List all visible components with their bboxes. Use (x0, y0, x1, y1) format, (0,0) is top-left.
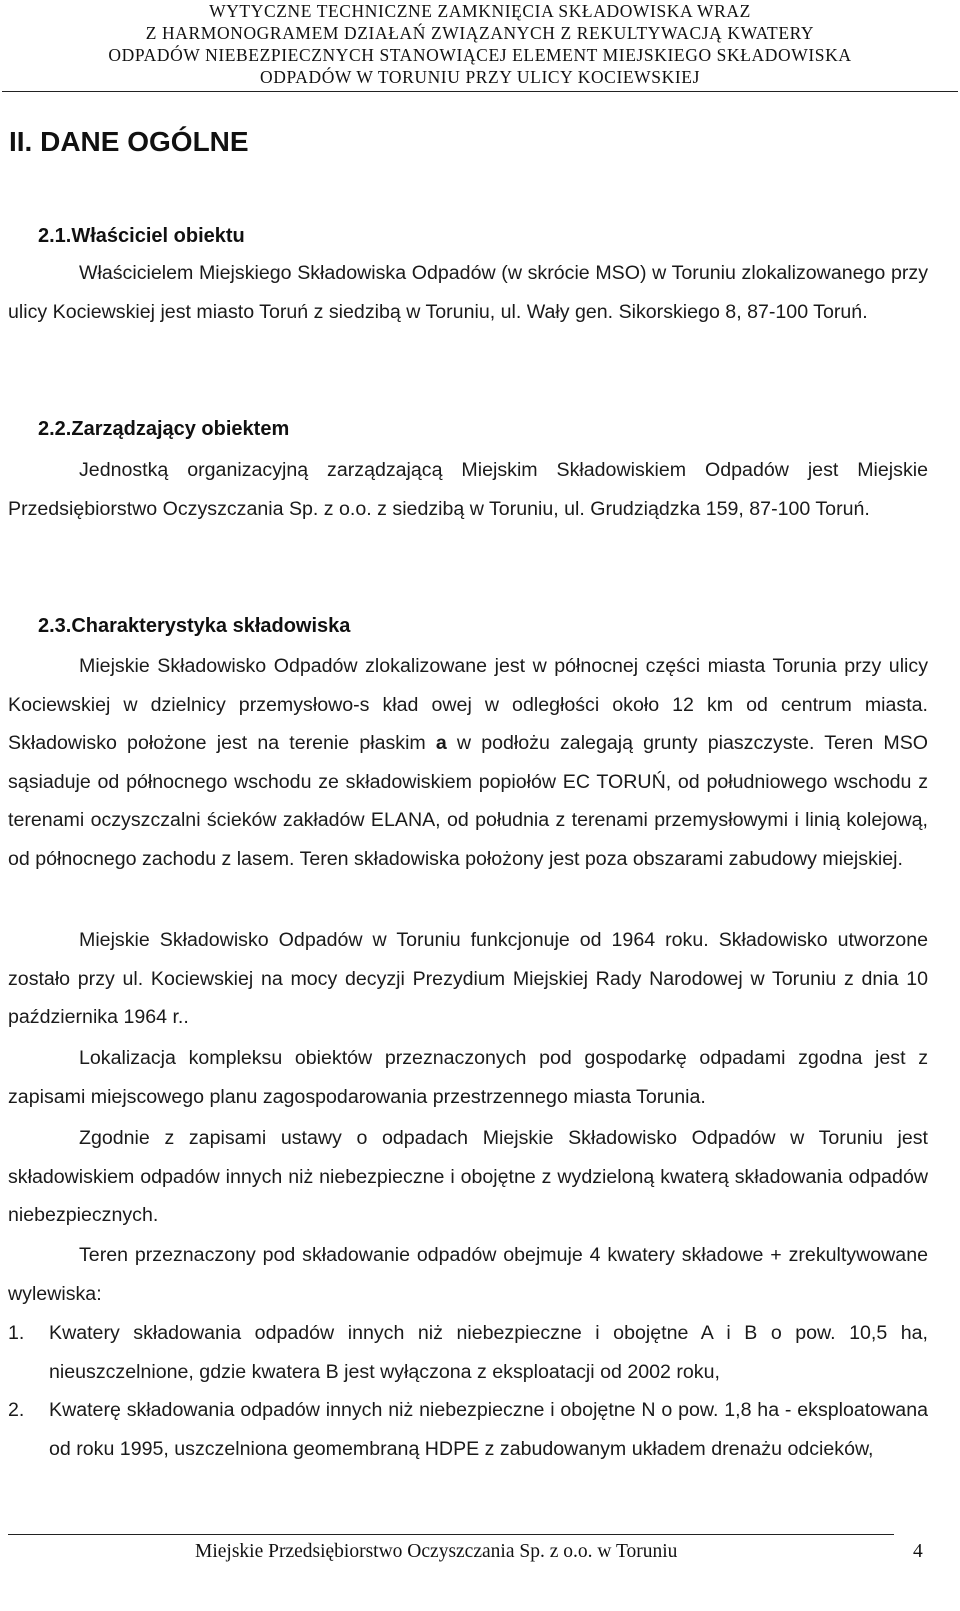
list-item (8, 1391, 928, 1468)
list-item-number: 2. (8, 1399, 25, 1422)
cells-list (8, 1314, 928, 1468)
section-title-manager: 2.2.Zarządzający obiektem (38, 418, 290, 440)
footer-company: Miejskie Przedsiębiorstwo Oczyszczania Sp. z o.o. w Toruniu (195, 1541, 678, 1562)
header-line: ODPADÓW NIEBEZPIECZNYCH STANOWIĄCEJ ELEMENT MIEJSKIEGO SKŁADOWISKA (108, 45, 852, 65)
footer-divider (8, 1534, 894, 1535)
list-item (8, 1314, 928, 1391)
paragraph-area: Teren przeznaczony pod składowanie odpadów obejmuje 4 kwatery składowe + zrekultywowane wylewiska: (8, 1244, 928, 1305)
paragraph-location (8, 647, 928, 879)
header-line: ODPADÓW W TORUNIU PRZY ULICY KOCIEWSKIEJ (260, 67, 700, 87)
paragraph-emphasis: a (435, 732, 447, 755)
running-header (0, 0, 960, 88)
paragraph-text: Miejskie Składowisko Odpadów zlokalizowane jest w północnej części miasta Torunia przy ulicy Kociewskiej w dzielnicy przemysłowo-s kład owej w odległości około 12 km od centrum miasta. Składowisko położone jest na terenie płaskim (8, 655, 928, 755)
list-item-number: 1. (8, 1322, 25, 1344)
section-title-characteristics: 2.3.Charakterystyka składowiska (38, 615, 351, 637)
header-line: WYTYCZNE TECHNICZNE ZAMKNIĘCIA SKŁADOWISKA WRAZ (209, 1, 751, 21)
list-item-text: Kwatery składowania odpadów innych niż niebezpieczne i obojętne A i B o pow. 10,5 ha, nieuszczelnione, gdzie kwatera B jest wyłączona z eksploatacji od 2002 roku, (49, 1322, 928, 1383)
header-line: Z HARMONOGRAMEM DZIAŁAŃ ZWIĄZANYCH Z REKULTYWACJĄ KWATERY (145, 23, 815, 43)
paragraph-classification: Zgodnie z zapisami ustawy o odpadach Miejskie Składowisko Odpadów w Toruniu jest składowiskiem odpadów innych niż niebezpieczne i obojętne z wydzieloną kwaterą składowania odpadów niebezpiecznych. (8, 1127, 928, 1227)
section-title-owner: 2.1.Właściciel obiektu (38, 225, 245, 247)
header-divider (2, 91, 958, 92)
paragraph-zoning: Lokalizacja kompleksu obiektów przeznaczonych pod gospodarkę odpadami zgodna jest z zapisami miejscowego planu zagospodarowania przestrzennego miasta Torunia. (8, 1047, 928, 1108)
paragraph-history: Miejskie Składowisko Odpadów w Toruniu funkcjonuje od 1964 roku. Składowisko utworzone zostało przy ul. Kociewskiej na mocy decyzji Prezydium Miejskiej Rady Narodowej w Toruniu z dnia 10 października 1964 r.. (8, 929, 928, 1029)
paragraph-text: w podłożu zalegają grunty piaszczyste. Teren MSO sąsiaduje od północnego wschodu ze składowiskiem popiołów EC TORUŃ, od południowego wschodu z terenami oczyszczalni ścieków zakładów ELANA, od południa z terenami przemysłowymi i linią kolejową, od północnego zachodu z lasem. Teren składowiska położony jest poza obszarami zabudowy miejskiej. (8, 732, 929, 870)
page-number: 4 (913, 1541, 923, 1562)
paragraph-owner: Właścicielem Miejskiego Składowiska Odpadów (w skrócie MSO) w Toruniu zlokalizowanego przy ulicy Kociewskiej jest miasto Toruń z siedzibą w Toruniu, ul. Wały gen. Sikorskiego 8, 87-100 Toruń. (8, 262, 928, 323)
paragraph-manager: Jednostką organizacyjną zarządzającą Miejskim Składowiskiem Odpadów jest Miejskie Przedsiębiorstwo Oczyszczania Sp. z o.o. z siedzibą w Toruniu, ul. Grudziądzka 159, 87-100 Toruń. (8, 459, 928, 520)
list-item-text: Kwaterę składowania odpadów innych niż niebezpieczne i obojętne N o pow. 1,8 ha - eksploatowana od roku 1995, uszczelniona geomembraną HDPE z zabudowanym układem drenażu odcieków, (49, 1399, 928, 1460)
chapter-title: II. DANE OGÓLNE (9, 126, 249, 157)
